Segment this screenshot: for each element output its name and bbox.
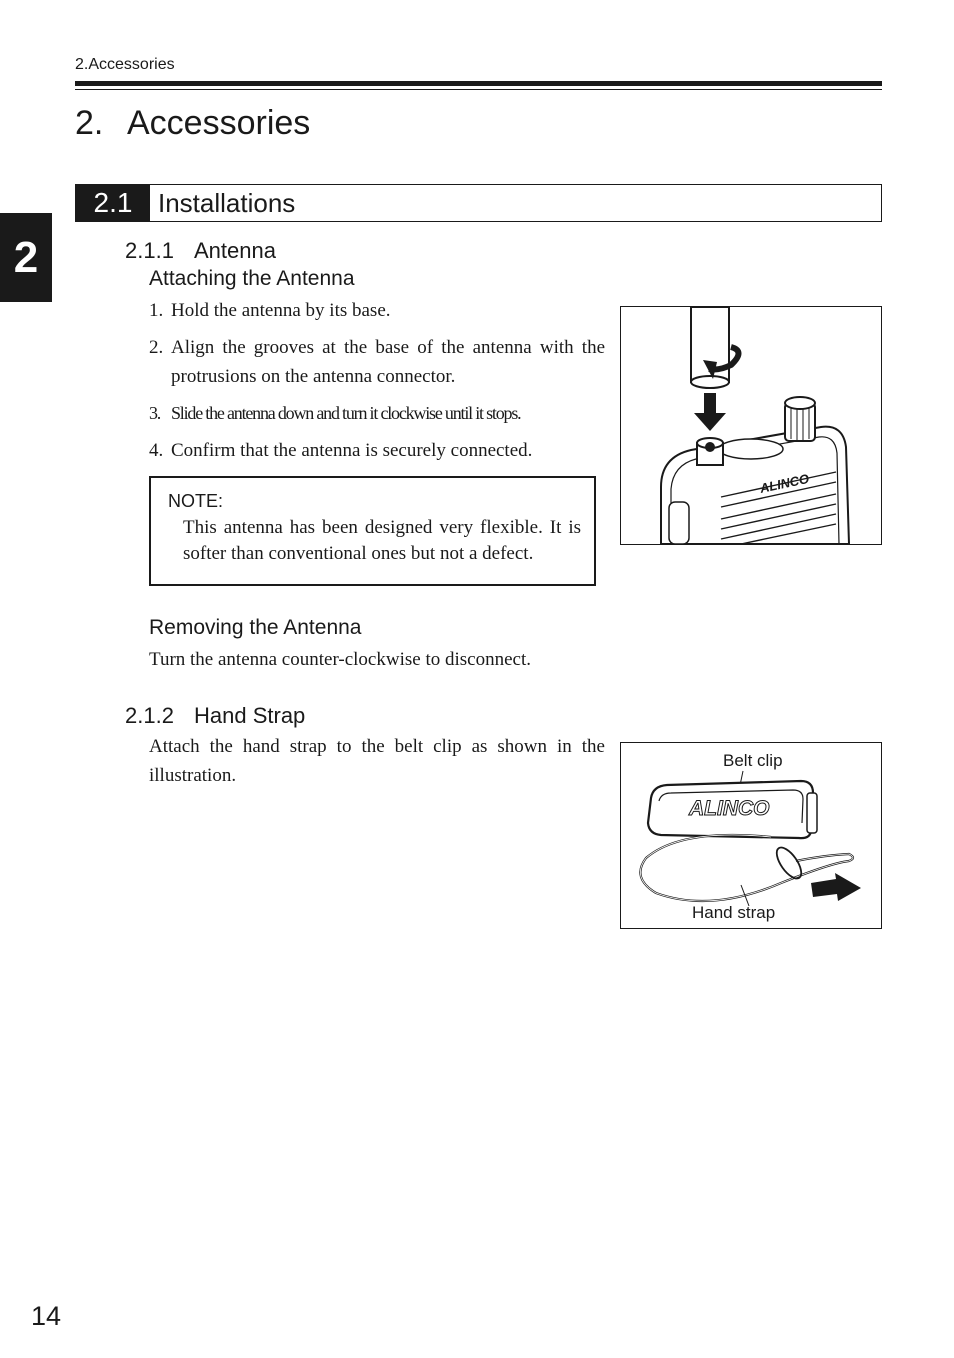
subsection-title: Antenna [194, 238, 276, 263]
subsection-number: 2.1.2 [125, 703, 174, 728]
list-item: 2. Align the grooves at the base of the antenna with the protrusions on the antenna connector. [149, 337, 605, 387]
note-label: NOTE: [168, 491, 224, 511]
chapter-number: 2. [75, 104, 104, 142]
attaching-heading: Attaching the Antenna [149, 267, 355, 290]
note-box [149, 476, 596, 586]
subsection-title: Hand Strap [194, 703, 306, 728]
header-rule-thick [75, 81, 882, 86]
list-item: 3. Slide the antenna down and turn it clockwise until it stops. [149, 403, 521, 423]
running-head: 2.Accessories [75, 56, 175, 73]
hand-strap-illustration [620, 742, 882, 929]
hand-strap-label: Hand strap [692, 903, 776, 922]
page-number: 14 [31, 1301, 62, 1331]
chapter-title-text: Accessories [127, 104, 311, 142]
list-item: 1. Hold the antenna by its base. [149, 300, 391, 321]
clip-brand-label: ALINCO [689, 797, 770, 820]
hand-strap-text: Attach the hand strap to the belt clip as shown in the illustration. [149, 736, 605, 786]
section-number: 2.1 [76, 185, 150, 221]
removing-text: Turn the antenna counter-clockwise to disconnect. [149, 649, 531, 670]
antenna-illustration [620, 306, 882, 545]
belt-clip-label: Belt clip [723, 751, 783, 770]
note-text: This antenna has been designed very flexible. It is softer than conventional ones but not a defect. [183, 517, 581, 564]
attach-steps [149, 296, 605, 473]
chapter-title [75, 104, 310, 143]
section-title: Installations [158, 188, 296, 218]
header-rule-thin [75, 89, 882, 90]
list-item: 4. Confirm that the antenna is securely connected. [149, 440, 533, 461]
radio-brand-label: ALINCO [758, 470, 811, 496]
removing-heading: Removing the Antenna [149, 616, 362, 639]
subsection-heading-hand-strap [125, 703, 305, 729]
section-heading [75, 184, 882, 222]
subsection-number: 2.1.1 [125, 238, 174, 263]
chapter-tab: 2 [0, 213, 52, 302]
subsection-heading-antenna [125, 238, 276, 264]
